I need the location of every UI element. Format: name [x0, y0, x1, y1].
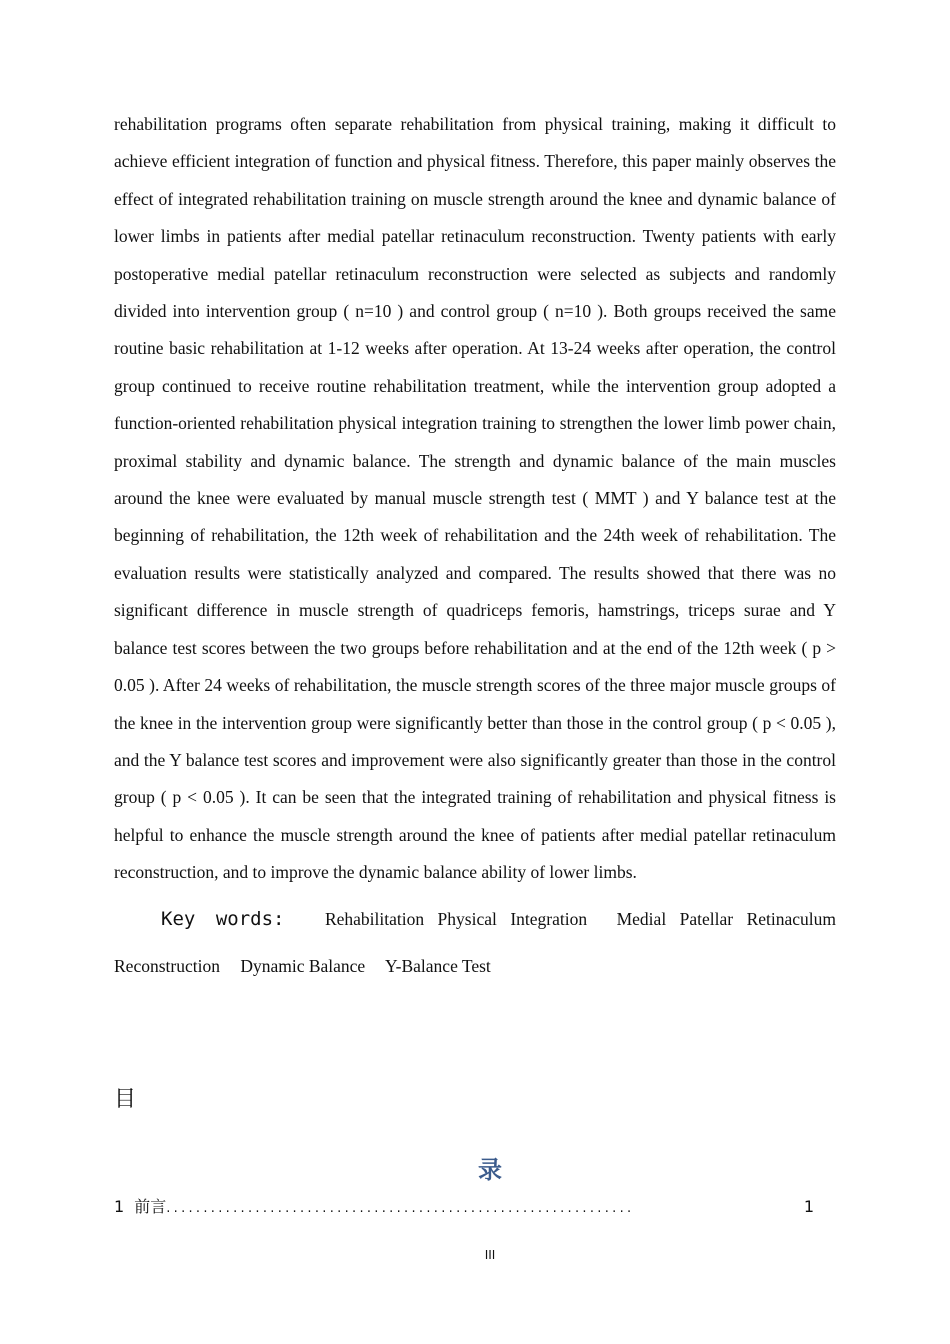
- abstract-section: [114, 106, 836, 990]
- page-number: III: [484, 1248, 496, 1262]
- toc-heading-second-char: 录: [478, 1156, 502, 1184]
- abstract-paragraph: rehabilitation programs often separate rehabilitation from physical training, making it difficult to achieve efficient integration of function and physical fitness. Therefore, this paper mainly observes the effect of integrated rehabilitation training on muscle strength around the knee and dynamic balance of lower limbs in patients after medial patellar retinaculum reconstruction. Twenty patients with early postoperative medial patellar retinaculum reconstruction were selected as subjects and randomly divided into intervention group ( n=10 ) and control group ( n=10 ). Both groups received the same routine basic rehabilitation at 1-12 weeks after operation. At 13-24 weeks after operation, the control group continued to receive routine rehabilitation treatment, while the intervention group adopted a function-oriented rehabilitation physical integration training to strengthen the lower limb power chain, proximal stability and dynamic balance. The strength and dynamic balance of the main muscles around the knee were evaluated by manual muscle strength test ( MMT ) and Y balance test at the beginning of rehabilitation, the 12th week of rehabilitation and the 24th week of rehabilitation. The evaluation results were statistically analyzed and compared. The results showed that there was no significant difference in muscle strength of quadriceps femoris, hamstrings, triceps surae and Y balance test scores between the two groups before rehabilitation and at the end of the 12th week ( p > 0.05 ). After 24 weeks of rehabilitation, the muscle strength scores of the three major muscle groups of the knee in the intervention group were significantly better than those in the control group ( p < 0.05 ), and the Y balance test scores and improvement were also significantly greater than those in the control group ( p < 0.05 ). It can be seen that the integrated training of rehabilitation and physical fitness is helpful to enhance the muscle strength around the knee of patients after medial patellar retinaculum reconstruction, and to improve the dynamic balance ability of lower limbs.: [114, 114, 836, 883]
- keyword-item: Medial Patellar Retinaculum Reconstruction: [114, 908, 837, 976]
- toc-entry-number: 1: [114, 1197, 125, 1216]
- toc-entry-leader: ...............................................................: [166, 1201, 635, 1216]
- keywords-line: [114, 896, 836, 990]
- toc-entry-page: 1: [803, 1197, 814, 1216]
- toc-heading-first-char: 目: [114, 1087, 137, 1112]
- keyword-item: Y-Balance Test: [384, 955, 491, 976]
- keyword-item: Rehabilitation Physical Integration: [324, 908, 588, 929]
- keyword-item: Dynamic Balance: [240, 955, 366, 976]
- toc-entry[interactable]: [114, 1194, 814, 1217]
- toc-entry-title: 前言: [134, 1197, 167, 1216]
- keywords-label: Key words:: [161, 907, 285, 930]
